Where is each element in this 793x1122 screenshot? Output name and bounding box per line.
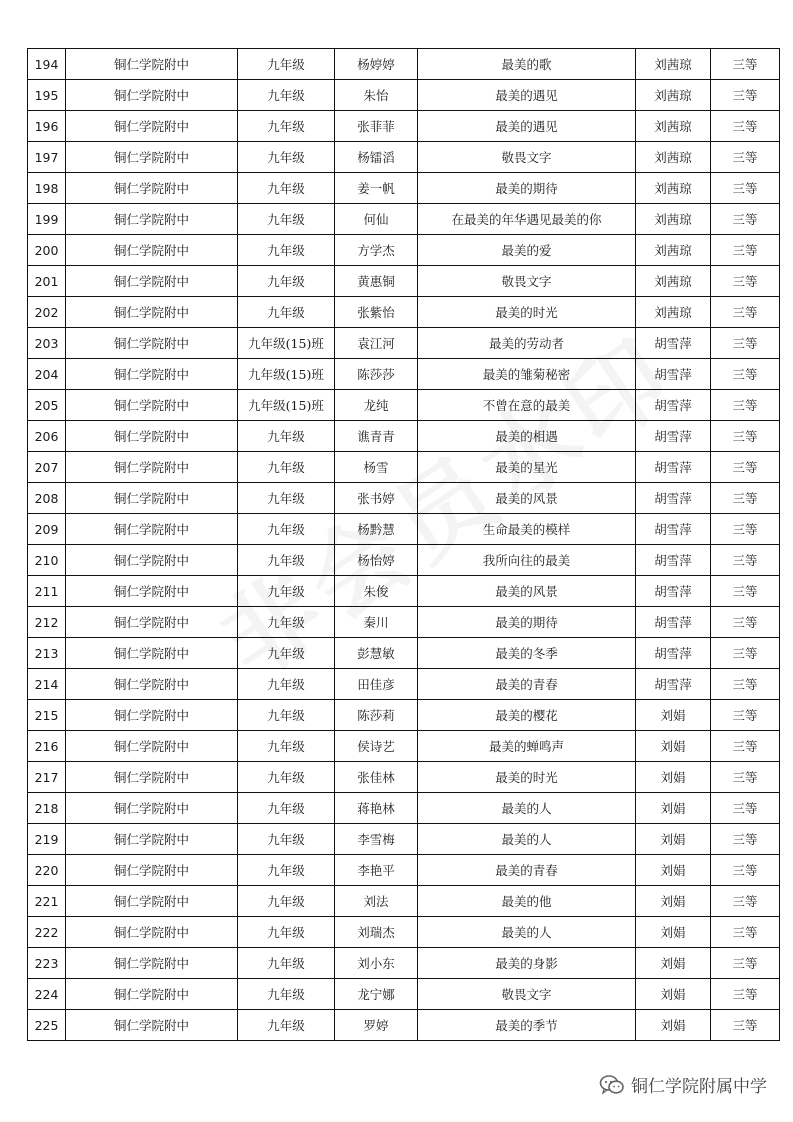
teacher-name-cell: 刘茜琼 xyxy=(636,49,711,80)
student-name-cell: 袁江河 xyxy=(335,328,418,359)
table-row xyxy=(28,328,780,359)
teacher-name-cell: 胡雪萍 xyxy=(636,638,711,669)
grade-class-cell: 九年级 xyxy=(238,576,335,607)
school-name-cell: 铜仁学院附中 xyxy=(66,917,238,948)
teacher-name-cell: 刘娟 xyxy=(636,948,711,979)
grade-class-cell: 九年级 xyxy=(238,514,335,545)
account-footer xyxy=(599,1072,767,1097)
student-name-cell: 张菲菲 xyxy=(335,111,418,142)
teacher-name-cell: 胡雪萍 xyxy=(636,545,711,576)
award-level-cell: 三等 xyxy=(711,266,780,297)
table-row xyxy=(28,49,780,80)
entry-number-cell: 197 xyxy=(28,142,66,173)
essay-title-cell: 最美的冬季 xyxy=(418,638,636,669)
table-row xyxy=(28,607,780,638)
school-name-cell: 铜仁学院附中 xyxy=(66,80,238,111)
essay-title-cell: 最美的相遇 xyxy=(418,421,636,452)
award-level-cell: 三等 xyxy=(711,545,780,576)
award-level-cell: 三等 xyxy=(711,669,780,700)
award-table-body xyxy=(28,49,780,1041)
entry-number-cell: 211 xyxy=(28,576,66,607)
entry-number-cell: 220 xyxy=(28,855,66,886)
table-row xyxy=(28,235,780,266)
grade-class-cell: 九年级 xyxy=(238,638,335,669)
essay-title-cell: 最美的身影 xyxy=(418,948,636,979)
entry-number-cell: 216 xyxy=(28,731,66,762)
essay-title-cell: 最美的劳动者 xyxy=(418,328,636,359)
table-row xyxy=(28,514,780,545)
school-name-cell: 铜仁学院附中 xyxy=(66,762,238,793)
award-level-cell: 三等 xyxy=(711,700,780,731)
essay-title-cell: 敬畏文字 xyxy=(418,979,636,1010)
school-name-cell: 铜仁学院附中 xyxy=(66,948,238,979)
entry-number-cell: 219 xyxy=(28,824,66,855)
school-name-cell: 铜仁学院附中 xyxy=(66,235,238,266)
wechat-icon xyxy=(599,1074,625,1096)
table-row xyxy=(28,452,780,483)
school-name-cell: 铜仁学院附中 xyxy=(66,328,238,359)
school-name-cell: 铜仁学院附中 xyxy=(66,266,238,297)
table-row xyxy=(28,173,780,204)
student-name-cell: 杨怡婷 xyxy=(335,545,418,576)
award-level-cell: 三等 xyxy=(711,793,780,824)
teacher-name-cell: 刘娟 xyxy=(636,824,711,855)
entry-number-cell: 225 xyxy=(28,1010,66,1041)
teacher-name-cell: 刘茜琼 xyxy=(636,111,711,142)
award-level-cell: 三等 xyxy=(711,49,780,80)
teacher-name-cell: 刘茜琼 xyxy=(636,204,711,235)
teacher-name-cell: 刘茜琼 xyxy=(636,235,711,266)
teacher-name-cell: 刘娟 xyxy=(636,731,711,762)
entry-number-cell: 212 xyxy=(28,607,66,638)
school-name-cell: 铜仁学院附中 xyxy=(66,886,238,917)
teacher-name-cell: 刘娟 xyxy=(636,1010,711,1041)
grade-class-cell: 九年级 xyxy=(238,731,335,762)
teacher-name-cell: 刘娟 xyxy=(636,917,711,948)
essay-title-cell: 最美的樱花 xyxy=(418,700,636,731)
table-row xyxy=(28,700,780,731)
table-row xyxy=(28,886,780,917)
table-row xyxy=(28,545,780,576)
grade-class-cell: 九年级 xyxy=(238,917,335,948)
essay-title-cell: 敬畏文字 xyxy=(418,142,636,173)
student-name-cell: 黄惠铜 xyxy=(335,266,418,297)
entry-number-cell: 224 xyxy=(28,979,66,1010)
table-row xyxy=(28,359,780,390)
grade-class-cell: 九年级 xyxy=(238,545,335,576)
teacher-name-cell: 胡雪萍 xyxy=(636,421,711,452)
entry-number-cell: 194 xyxy=(28,49,66,80)
student-name-cell: 杨婷婷 xyxy=(335,49,418,80)
school-name-cell: 铜仁学院附中 xyxy=(66,669,238,700)
entry-number-cell: 222 xyxy=(28,917,66,948)
entry-number-cell: 201 xyxy=(28,266,66,297)
grade-class-cell: 九年级 xyxy=(238,824,335,855)
school-name-cell: 铜仁学院附中 xyxy=(66,204,238,235)
award-level-cell: 三等 xyxy=(711,173,780,204)
teacher-name-cell: 刘娟 xyxy=(636,886,711,917)
teacher-name-cell: 刘茜琼 xyxy=(636,266,711,297)
grade-class-cell: 九年级 xyxy=(238,111,335,142)
table-row xyxy=(28,111,780,142)
table-row xyxy=(28,762,780,793)
grade-class-cell: 九年级(15)班 xyxy=(238,359,335,390)
table-row xyxy=(28,142,780,173)
table-row xyxy=(28,669,780,700)
award-level-cell: 三等 xyxy=(711,979,780,1010)
student-name-cell: 谯青青 xyxy=(335,421,418,452)
school-name-cell: 铜仁学院附中 xyxy=(66,855,238,886)
entry-number-cell: 210 xyxy=(28,545,66,576)
table-row xyxy=(28,638,780,669)
award-level-cell: 三等 xyxy=(711,452,780,483)
essay-title-cell: 最美的时光 xyxy=(418,762,636,793)
grade-class-cell: 九年级 xyxy=(238,235,335,266)
essay-title-cell: 最美的时光 xyxy=(418,297,636,328)
school-name-cell: 铜仁学院附中 xyxy=(66,49,238,80)
award-level-cell: 三等 xyxy=(711,80,780,111)
student-name-cell: 蒋艳林 xyxy=(335,793,418,824)
grade-class-cell: 九年级 xyxy=(238,49,335,80)
school-name-cell: 铜仁学院附中 xyxy=(66,731,238,762)
school-name-cell: 铜仁学院附中 xyxy=(66,483,238,514)
student-name-cell: 张紫怡 xyxy=(335,297,418,328)
teacher-name-cell: 胡雪萍 xyxy=(636,576,711,607)
entry-number-cell: 214 xyxy=(28,669,66,700)
table-row xyxy=(28,979,780,1010)
student-name-cell: 杨黔慧 xyxy=(335,514,418,545)
grade-class-cell: 九年级 xyxy=(238,793,335,824)
table-row xyxy=(28,793,780,824)
school-name-cell: 铜仁学院附中 xyxy=(66,700,238,731)
student-name-cell: 侯诗艺 xyxy=(335,731,418,762)
entry-number-cell: 207 xyxy=(28,452,66,483)
award-level-cell: 三等 xyxy=(711,855,780,886)
school-name-cell: 铜仁学院附中 xyxy=(66,297,238,328)
grade-class-cell: 九年级 xyxy=(238,142,335,173)
teacher-name-cell: 刘娟 xyxy=(636,855,711,886)
essay-title-cell: 敬畏文字 xyxy=(418,266,636,297)
teacher-name-cell: 胡雪萍 xyxy=(636,452,711,483)
entry-number-cell: 215 xyxy=(28,700,66,731)
entry-number-cell: 206 xyxy=(28,421,66,452)
table-row xyxy=(28,421,780,452)
grade-class-cell: 九年级 xyxy=(238,855,335,886)
grade-class-cell: 九年级 xyxy=(238,669,335,700)
essay-title-cell: 最美的他 xyxy=(418,886,636,917)
award-level-cell: 三等 xyxy=(711,917,780,948)
teacher-name-cell: 胡雪萍 xyxy=(636,483,711,514)
student-name-cell: 李艳平 xyxy=(335,855,418,886)
essay-title-cell: 最美的风景 xyxy=(418,576,636,607)
grade-class-cell: 九年级 xyxy=(238,204,335,235)
school-name-cell: 铜仁学院附中 xyxy=(66,142,238,173)
entry-number-cell: 213 xyxy=(28,638,66,669)
grade-class-cell: 九年级 xyxy=(238,80,335,111)
entry-number-cell: 209 xyxy=(28,514,66,545)
essay-title-cell: 我所向往的最美 xyxy=(418,545,636,576)
account-name: 铜仁学院附属中学 xyxy=(631,1077,767,1097)
table-row xyxy=(28,1010,780,1041)
table-row xyxy=(28,917,780,948)
entry-number-cell: 199 xyxy=(28,204,66,235)
student-name-cell: 刘小东 xyxy=(335,948,418,979)
student-name-cell: 张书婷 xyxy=(335,483,418,514)
grade-class-cell: 九年级 xyxy=(238,886,335,917)
essay-title-cell: 最美的人 xyxy=(418,917,636,948)
grade-class-cell: 九年级 xyxy=(238,762,335,793)
grade-class-cell: 九年级 xyxy=(238,483,335,514)
table-row xyxy=(28,297,780,328)
essay-title-cell: 最美的雏菊秘密 xyxy=(418,359,636,390)
table-row xyxy=(28,204,780,235)
student-name-cell: 龙纯 xyxy=(335,390,418,421)
award-level-cell: 三等 xyxy=(711,111,780,142)
teacher-name-cell: 刘茜琼 xyxy=(636,173,711,204)
award-list-sheet xyxy=(27,48,779,1041)
table-row xyxy=(28,80,780,111)
award-level-cell: 三等 xyxy=(711,824,780,855)
grade-class-cell: 九年级(15)班 xyxy=(238,390,335,421)
school-name-cell: 铜仁学院附中 xyxy=(66,173,238,204)
table-row xyxy=(28,731,780,762)
award-level-cell: 三等 xyxy=(711,576,780,607)
award-level-cell: 三等 xyxy=(711,204,780,235)
teacher-name-cell: 刘娟 xyxy=(636,979,711,1010)
student-name-cell: 陈莎莎 xyxy=(335,359,418,390)
award-level-cell: 三等 xyxy=(711,297,780,328)
table-row xyxy=(28,576,780,607)
entry-number-cell: 203 xyxy=(28,328,66,359)
student-name-cell: 罗婷 xyxy=(335,1010,418,1041)
grade-class-cell: 九年级 xyxy=(238,1010,335,1041)
teacher-name-cell: 胡雪萍 xyxy=(636,514,711,545)
school-name-cell: 铜仁学院附中 xyxy=(66,514,238,545)
student-name-cell: 杨镭滔 xyxy=(335,142,418,173)
teacher-name-cell: 刘茜琼 xyxy=(636,297,711,328)
student-name-cell: 方学杰 xyxy=(335,235,418,266)
school-name-cell: 铜仁学院附中 xyxy=(66,1010,238,1041)
essay-title-cell: 最美的青春 xyxy=(418,855,636,886)
school-name-cell: 铜仁学院附中 xyxy=(66,111,238,142)
award-level-cell: 三等 xyxy=(711,328,780,359)
school-name-cell: 铜仁学院附中 xyxy=(66,576,238,607)
school-name-cell: 铜仁学院附中 xyxy=(66,638,238,669)
entry-number-cell: 204 xyxy=(28,359,66,390)
grade-class-cell: 九年级 xyxy=(238,297,335,328)
student-name-cell: 龙宁娜 xyxy=(335,979,418,1010)
award-level-cell: 三等 xyxy=(711,421,780,452)
teacher-name-cell: 胡雪萍 xyxy=(636,669,711,700)
teacher-name-cell: 胡雪萍 xyxy=(636,359,711,390)
essay-title-cell: 最美的遇见 xyxy=(418,80,636,111)
table-row xyxy=(28,483,780,514)
essay-title-cell: 最美的人 xyxy=(418,824,636,855)
award-level-cell: 三等 xyxy=(711,731,780,762)
student-name-cell: 杨雪 xyxy=(335,452,418,483)
grade-class-cell: 九年级 xyxy=(238,607,335,638)
teacher-name-cell: 刘娟 xyxy=(636,762,711,793)
essay-title-cell: 最美的青春 xyxy=(418,669,636,700)
teacher-name-cell: 刘茜琼 xyxy=(636,80,711,111)
essay-title-cell: 最美的期待 xyxy=(418,607,636,638)
award-level-cell: 三等 xyxy=(711,359,780,390)
teacher-name-cell: 刘娟 xyxy=(636,793,711,824)
entry-number-cell: 198 xyxy=(28,173,66,204)
student-name-cell: 陈莎莉 xyxy=(335,700,418,731)
school-name-cell: 铜仁学院附中 xyxy=(66,979,238,1010)
teacher-name-cell: 胡雪萍 xyxy=(636,328,711,359)
grade-class-cell: 九年级 xyxy=(238,979,335,1010)
entry-number-cell: 196 xyxy=(28,111,66,142)
award-level-cell: 三等 xyxy=(711,142,780,173)
student-name-cell: 田佳彦 xyxy=(335,669,418,700)
award-level-cell: 三等 xyxy=(711,886,780,917)
school-name-cell: 铜仁学院附中 xyxy=(66,359,238,390)
essay-title-cell: 生命最美的模样 xyxy=(418,514,636,545)
school-name-cell: 铜仁学院附中 xyxy=(66,824,238,855)
essay-title-cell: 在最美的年华遇见最美的你 xyxy=(418,204,636,235)
student-name-cell: 朱俊 xyxy=(335,576,418,607)
entry-number-cell: 221 xyxy=(28,886,66,917)
table-row xyxy=(28,266,780,297)
student-name-cell: 张佳林 xyxy=(335,762,418,793)
student-name-cell: 李雪梅 xyxy=(335,824,418,855)
entry-number-cell: 205 xyxy=(28,390,66,421)
school-name-cell: 铜仁学院附中 xyxy=(66,607,238,638)
student-name-cell: 何仙 xyxy=(335,204,418,235)
essay-title-cell: 最美的期待 xyxy=(418,173,636,204)
award-level-cell: 三等 xyxy=(711,514,780,545)
student-name-cell: 朱怡 xyxy=(335,80,418,111)
school-name-cell: 铜仁学院附中 xyxy=(66,545,238,576)
award-table xyxy=(27,48,780,1041)
grade-class-cell: 九年级 xyxy=(238,452,335,483)
award-level-cell: 三等 xyxy=(711,483,780,514)
award-level-cell: 三等 xyxy=(711,235,780,266)
essay-title-cell: 最美的星光 xyxy=(418,452,636,483)
grade-class-cell: 九年级(15)班 xyxy=(238,328,335,359)
table-row xyxy=(28,855,780,886)
award-level-cell: 三等 xyxy=(711,390,780,421)
table-row xyxy=(28,390,780,421)
school-name-cell: 铜仁学院附中 xyxy=(66,452,238,483)
entry-number-cell: 202 xyxy=(28,297,66,328)
essay-title-cell: 最美的人 xyxy=(418,793,636,824)
teacher-name-cell: 胡雪萍 xyxy=(636,390,711,421)
award-level-cell: 三等 xyxy=(711,948,780,979)
grade-class-cell: 九年级 xyxy=(238,421,335,452)
essay-title-cell: 最美的季节 xyxy=(418,1010,636,1041)
grade-class-cell: 九年级 xyxy=(238,173,335,204)
entry-number-cell: 218 xyxy=(28,793,66,824)
entry-number-cell: 208 xyxy=(28,483,66,514)
teacher-name-cell: 刘娟 xyxy=(636,700,711,731)
student-name-cell: 秦川 xyxy=(335,607,418,638)
essay-title-cell: 最美的歌 xyxy=(418,49,636,80)
teacher-name-cell: 刘茜琼 xyxy=(636,142,711,173)
school-name-cell: 铜仁学院附中 xyxy=(66,390,238,421)
award-level-cell: 三等 xyxy=(711,762,780,793)
student-name-cell: 刘瑞杰 xyxy=(335,917,418,948)
entry-number-cell: 223 xyxy=(28,948,66,979)
essay-title-cell: 不曾在意的最美 xyxy=(418,390,636,421)
entry-number-cell: 200 xyxy=(28,235,66,266)
school-name-cell: 铜仁学院附中 xyxy=(66,793,238,824)
student-name-cell: 姜一帆 xyxy=(335,173,418,204)
essay-title-cell: 最美的爱 xyxy=(418,235,636,266)
essay-title-cell: 最美的遇见 xyxy=(418,111,636,142)
student-name-cell: 彭慧敏 xyxy=(335,638,418,669)
award-level-cell: 三等 xyxy=(711,1010,780,1041)
table-row xyxy=(28,824,780,855)
grade-class-cell: 九年级 xyxy=(238,948,335,979)
award-level-cell: 三等 xyxy=(711,638,780,669)
entry-number-cell: 195 xyxy=(28,80,66,111)
entry-number-cell: 217 xyxy=(28,762,66,793)
award-level-cell: 三等 xyxy=(711,607,780,638)
school-name-cell: 铜仁学院附中 xyxy=(66,421,238,452)
student-name-cell: 刘法 xyxy=(335,886,418,917)
table-row xyxy=(28,948,780,979)
essay-title-cell: 最美的风景 xyxy=(418,483,636,514)
teacher-name-cell: 胡雪萍 xyxy=(636,607,711,638)
grade-class-cell: 九年级 xyxy=(238,266,335,297)
grade-class-cell: 九年级 xyxy=(238,700,335,731)
essay-title-cell: 最美的蝉鸣声 xyxy=(418,731,636,762)
